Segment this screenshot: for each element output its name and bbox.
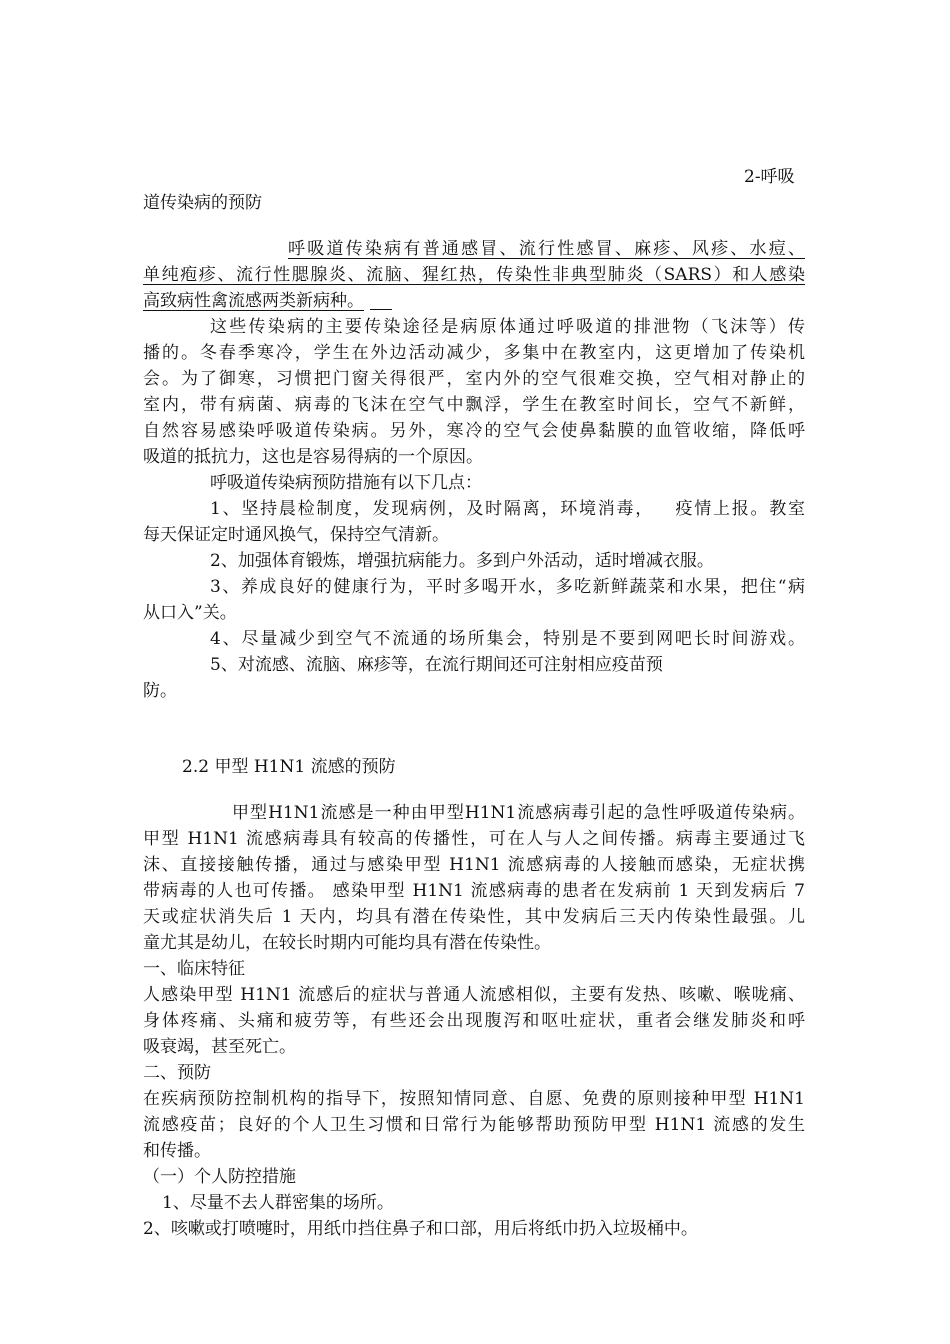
measure-2: 2、加强体育锻炼，增强抗病能力。多到户外活动，适时增减衣服。 (210, 551, 714, 571)
measure-5-line-2: 防。 (143, 681, 177, 701)
h1n1-para-line-1: 甲型H1N1流感是一种由甲型H1N1流感病毒引起的急性呼吸道传染病。 (232, 803, 805, 823)
h1n1-para-line-3: 沫、直接接触传播，通过与感染甲型 H1N1 流感病毒的人接触而感染，无症状携 (143, 855, 805, 875)
h1n1-para-line-5: 天或症状消失后 1 天内，均具有潜在传染性，其中发病后三天内传染性最强。儿 (143, 907, 805, 927)
intro-line-3: 高致病性禽流感两类新病种。 (143, 291, 364, 311)
clinical-line-2: 身体疼痛、头痛和疲劳等，有些还会出现腹泻和呕吐症状，重者会继发肺炎和呼 (143, 1011, 805, 1031)
para2-line-3: 会。为了御寒，习惯把门窗关得很严，室内外的空气很难交换，空气相对静止的 (143, 369, 805, 389)
section-heading-h1n1: 2.2 甲型 H1N1 流感的预防 (182, 757, 396, 777)
measures-intro: 呼吸道传染病预防措施有以下几点： (210, 473, 482, 493)
prevention-line-1: 在疾病预防控制机构的指导下，按照知情同意、自愿、免费的原则接种甲型 H1N1 (143, 1089, 805, 1109)
prevention-heading: 二、预防 (143, 1063, 211, 1083)
measure-1-line-2: 每天保证定时通风换气，保持空气清新。 (143, 525, 449, 545)
clinical-line-1: 人感染甲型 H1N1 流感后的症状与普通人流感相似，主要有发热、咳嗽、喉咙痛、 (143, 985, 805, 1005)
doc-title-part2: 道传染病的预防 (143, 193, 262, 213)
prevention-line-3: 和传播。 (143, 1141, 211, 1161)
para2-line-4: 室内，带有病菌、病毒的飞沫在空气中飘浮，学生在教室时间长，空气不新鲜， (143, 395, 805, 415)
para2-line-5: 自然容易感染呼吸道传染病。另外，寒冷的空气会使鼻黏膜的血管收缩，降低呼 (143, 421, 805, 441)
measure-1-line-1: 1、坚持晨检制度，发现病例，及时隔离，环境消毒， 疫情上报。教室 (210, 499, 805, 519)
measure-3-line-1: 3、养成良好的健康行为，平时多喝开水，多吃新鲜蔬菜和水果，把住“病 (210, 577, 805, 597)
para2-line-6: 吸道的抵抗力，这也是容易得病的一个原因。 (143, 447, 483, 467)
underline-extension (370, 309, 392, 310)
h1n1-para-line-4: 带病毒的人也可传播。 感染甲型 H1N1 流感病毒的患者在发病前 1 天到发病后 7 (143, 881, 805, 901)
personal-measures-heading: （一）个人防控措施 (143, 1167, 296, 1187)
personal-item-1: 1、尽量不去人群密集的场所。 (162, 1193, 394, 1213)
prevention-line-2: 流感疫苗；良好的个人卫生习惯和日常行为能够帮助预防甲型 H1N1 流感的发生 (143, 1115, 805, 1135)
h1n1-para-line-6: 童尤其是幼儿，在较长时期内可能均具有潜在传染性。 (143, 933, 551, 953)
clinical-features-heading: 一、临床特征 (143, 959, 245, 979)
measure-4: 4、尽量减少到空气不流通的场所集会，特别是不要到网吧长时间游戏。 (210, 629, 805, 649)
measure-3-line-2: 从口入”关。 (143, 603, 237, 623)
h1n1-para-line-2: 甲型 H1N1 流感病毒具有较高的传播性，可在人与人之间传播。病毒主要通过飞 (143, 829, 805, 849)
doc-title-part1: 2-呼吸 (744, 167, 795, 187)
clinical-line-3: 吸衰竭，甚至死亡。 (143, 1037, 296, 1057)
para2-line-1: 这些传染病的主要传染途径是病原体通过呼吸道的排泄物（飞沫等）传 (210, 317, 805, 337)
intro-line-2: 单纯疱疹、流行性腮腺炎、流脑、猩红热，传染性非典型肺炎（SARS）和人感染 (143, 265, 805, 285)
measure-5-line-1: 5、对流感、流脑、麻疹等，在流行期间还可注射相应疫苗预 (210, 655, 663, 675)
intro-line-1: 呼吸道传染病有普通感冒、流行性感冒、麻疹、风疹、水痘、 (288, 239, 805, 259)
para2-line-2: 播的。冬春季寒冷，学生在外边活动减少，多集中在教室内，这更增加了传染机 (143, 343, 805, 363)
personal-item-2: 2、咳嗽或打喷嚏时，用纸巾挡住鼻子和口部，用后将纸巾扔入垃圾桶中。 (143, 1219, 698, 1239)
